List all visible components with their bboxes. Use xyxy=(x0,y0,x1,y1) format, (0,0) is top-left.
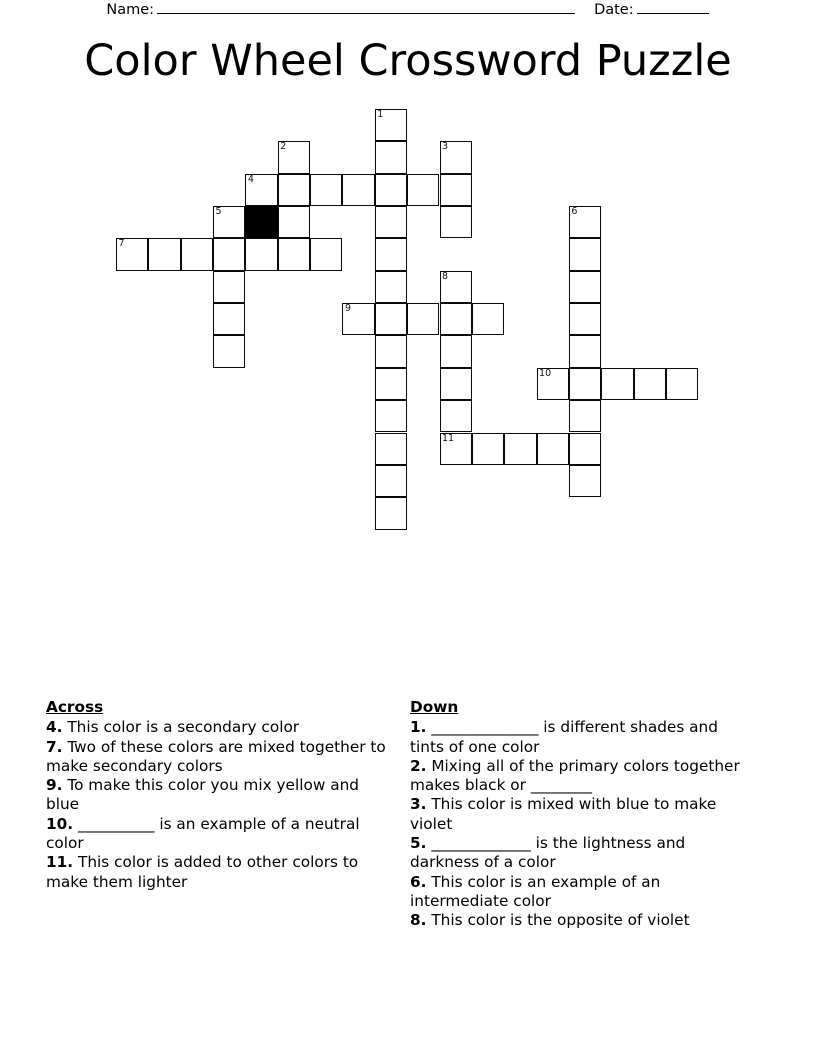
grid-cell[interactable] xyxy=(278,174,310,206)
grid-cell[interactable] xyxy=(472,433,504,465)
grid-cell[interactable] xyxy=(213,303,245,335)
grid-cell-number: 5 xyxy=(215,206,222,218)
grid-cell[interactable] xyxy=(440,271,472,303)
clue-across-9 xyxy=(46,776,396,815)
grid-cell[interactable] xyxy=(375,335,407,367)
clue-number: 7. xyxy=(46,737,63,756)
clue-number: 4. xyxy=(46,718,63,737)
date-label: Date: xyxy=(594,2,634,18)
grid-cell[interactable] xyxy=(569,238,601,270)
grid-cell[interactable] xyxy=(569,400,601,432)
grid-cell[interactable] xyxy=(375,497,407,529)
grid-cell-number: 8 xyxy=(442,270,449,282)
clues-section xyxy=(0,698,816,998)
grid-cell[interactable] xyxy=(375,271,407,303)
grid-cell[interactable] xyxy=(375,303,407,335)
grid-cell[interactable] xyxy=(278,141,310,173)
clue-number: 10. xyxy=(46,814,74,833)
clue-down-5 xyxy=(410,834,755,873)
grid-cell[interactable] xyxy=(375,109,407,141)
grid-cell[interactable] xyxy=(213,335,245,367)
clue-across-7 xyxy=(46,738,396,777)
grid-cell-number: 10 xyxy=(539,367,552,379)
grid-cell[interactable] xyxy=(601,368,633,400)
grid-cell[interactable] xyxy=(148,238,180,270)
grid-cell[interactable] xyxy=(375,174,407,206)
clue-down-3 xyxy=(410,795,755,834)
grid-cell[interactable] xyxy=(181,238,213,270)
grid-cell[interactable] xyxy=(440,368,472,400)
clue-number: 1. xyxy=(410,718,427,737)
grid-cell[interactable] xyxy=(375,400,407,432)
page-title: Color Wheel Crossword Puzzle xyxy=(84,36,732,86)
grid-cell[interactable] xyxy=(213,238,245,270)
clue-across-4 xyxy=(46,718,396,737)
clue-down-1 xyxy=(410,718,755,757)
grid-cell-number: 1 xyxy=(377,109,384,120)
clue-text: This color is added to other colors to make them lighter xyxy=(46,853,359,891)
grid-cell[interactable] xyxy=(407,174,439,206)
clue-text: This color is the opposite of violet xyxy=(426,911,690,930)
grid-cell[interactable] xyxy=(569,433,601,465)
grid-cell-number: 6 xyxy=(571,206,578,218)
grid-cell[interactable] xyxy=(440,174,472,206)
clue-number: 11. xyxy=(46,853,74,872)
grid-cell[interactable] xyxy=(440,335,472,367)
clue-number: 9. xyxy=(46,776,63,795)
down-clue-list xyxy=(410,718,755,930)
grid-cell[interactable] xyxy=(375,465,407,497)
across-heading: Across xyxy=(46,698,104,716)
name-label: Name: xyxy=(106,2,155,18)
grid-cell[interactable] xyxy=(440,400,472,432)
grid-cell[interactable] xyxy=(375,433,407,465)
grid-cell[interactable] xyxy=(310,174,342,206)
across-clue-list xyxy=(46,718,396,892)
clue-across-11 xyxy=(46,853,396,892)
grid-cell[interactable] xyxy=(342,303,374,335)
clue-number: 5. xyxy=(410,834,427,853)
clue-text: _____________ is the lightness and darkness of a color xyxy=(410,834,686,872)
grid-cell[interactable] xyxy=(537,433,569,465)
grid-cell[interactable] xyxy=(213,271,245,303)
clue-down-2 xyxy=(410,757,755,796)
grid-cell[interactable] xyxy=(116,238,148,270)
clue-text: Two of these colors are mixed together to make secondary colors xyxy=(46,737,386,775)
clue-text: This color is mixed with blue to make violet xyxy=(410,795,717,833)
grid-cell[interactable] xyxy=(245,238,277,270)
grid-cell[interactable] xyxy=(569,303,601,335)
grid-cell[interactable] xyxy=(342,174,374,206)
down-heading: Down xyxy=(410,698,459,716)
clue-across-10 xyxy=(46,815,396,854)
down-clues-column xyxy=(410,698,755,931)
clue-text: To make this color you mix yellow and blue xyxy=(46,776,359,814)
grid-cell-number: 2 xyxy=(280,141,287,153)
grid-cell[interactable] xyxy=(569,368,601,400)
grid-cell[interactable] xyxy=(537,368,569,400)
grid-cell[interactable] xyxy=(440,433,472,465)
grid-cell-number: 3 xyxy=(442,141,449,153)
clue-text: Mixing all of the primary colors together makes black or ________ xyxy=(410,756,740,795)
clue-number: 3. xyxy=(410,795,427,814)
grid-cell[interactable] xyxy=(569,206,601,238)
grid-cell[interactable] xyxy=(213,206,245,238)
grid-cell[interactable] xyxy=(375,206,407,238)
grid-cell[interactable] xyxy=(569,465,601,497)
clue-text: This color is an example of an intermediate color xyxy=(410,872,661,910)
grid-cell[interactable] xyxy=(375,238,407,270)
clue-down-6 xyxy=(410,873,755,912)
clue-number: 2. xyxy=(410,756,427,775)
clue-down-8 xyxy=(410,911,755,930)
grid-cell[interactable] xyxy=(440,141,472,173)
clue-number: 6. xyxy=(410,872,427,891)
grid-cell-number: 11 xyxy=(442,432,455,444)
clue-number: 8. xyxy=(410,911,427,930)
grid-cell-blocked xyxy=(245,206,277,238)
grid-cell[interactable] xyxy=(440,303,472,335)
grid-cell[interactable] xyxy=(310,238,342,270)
across-clues-column xyxy=(46,698,396,892)
clue-text: __________ is an example of a neutral color xyxy=(46,814,360,853)
grid-cell[interactable] xyxy=(278,238,310,270)
grid-cell[interactable] xyxy=(407,303,439,335)
grid-cell[interactable] xyxy=(504,433,536,465)
grid-cell-number: 7 xyxy=(118,238,125,250)
grid-cell[interactable] xyxy=(278,206,310,238)
grid-cell[interactable] xyxy=(440,206,472,238)
grid-cell[interactable] xyxy=(666,368,698,400)
grid-cell-number: 4 xyxy=(247,173,254,185)
clue-text: This color is a secondary color xyxy=(62,718,300,737)
grid-cell[interactable] xyxy=(569,271,601,303)
grid-cell[interactable] xyxy=(634,368,666,400)
grid-cell[interactable] xyxy=(245,174,277,206)
grid-cell[interactable] xyxy=(569,335,601,367)
grid-cell[interactable] xyxy=(375,368,407,400)
grid-cell[interactable] xyxy=(375,141,407,173)
grid-cell-number: 9 xyxy=(344,303,351,315)
grid-cell[interactable] xyxy=(472,303,504,335)
clue-text: ______________ is different shades and tints of one color xyxy=(410,718,718,756)
